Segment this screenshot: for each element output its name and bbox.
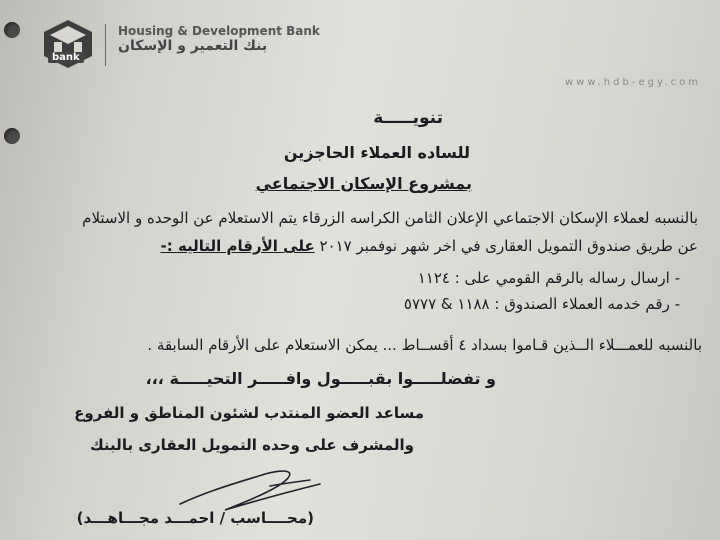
bullet-sms-number: - ارسال رساله بالرقم القومي على : ١١٢٤ [417,269,680,287]
closing-greeting: و تفضلـــــوا بقبـــــول وافـــــر التحيـــــة ،،، [145,369,496,388]
header-divider [105,24,106,66]
bank-name-arabic: بنك التعمير و الإسكان [118,38,268,54]
punch-hole [4,128,20,144]
signatory-title-1: مساعد العضو المنتدب لشئون المناطق و الفروع [74,404,424,422]
paragraph-line-1: بالنسبه لعملاء الإسكان الاجتماعي الإعلان الثامن الكراسه الزرقاء يتم الاستعلام عن الوحده و الاستلام [82,209,698,227]
paragraph-line-2 [161,237,699,255]
notice-addressee: للساده العملاء الحاجزين [283,143,470,162]
paragraph-line-2-underlined: على الأرقام التاليه :- [160,237,315,255]
signatory-name: (محــــاسب / احمـــد مجـــاهـــد) [76,509,314,527]
bank-website: www.hdb-egy.com [565,77,701,88]
bank-name-english: Housing & Development Bank [118,24,320,38]
punch-hole [4,22,20,38]
notice-title: تنويـــــة [373,108,443,128]
notice-project: بمشروع الإسكان الاجتماعي [255,174,472,193]
paragraph-installments: بالنسبه للعمـــلاء الــذين قـاموا بسداد ٤ أقســاط ... يمكن الاستعلام على الأرقام السابقة . [147,336,702,354]
logo-word: bank [48,52,84,63]
paragraph-line-2-text: عن طريق صندوق التمويل العقارى في اخر شهر نوفمبر ٢٠١٧ [319,237,698,255]
bullet-customer-service: - رقم خدمه العملاء الصندوق : ١١٨٨ & ٥٧٧٧ [403,295,680,313]
signatory-title-2: والمشرف على وحده التمويل العقارى بالبنك [89,436,414,454]
